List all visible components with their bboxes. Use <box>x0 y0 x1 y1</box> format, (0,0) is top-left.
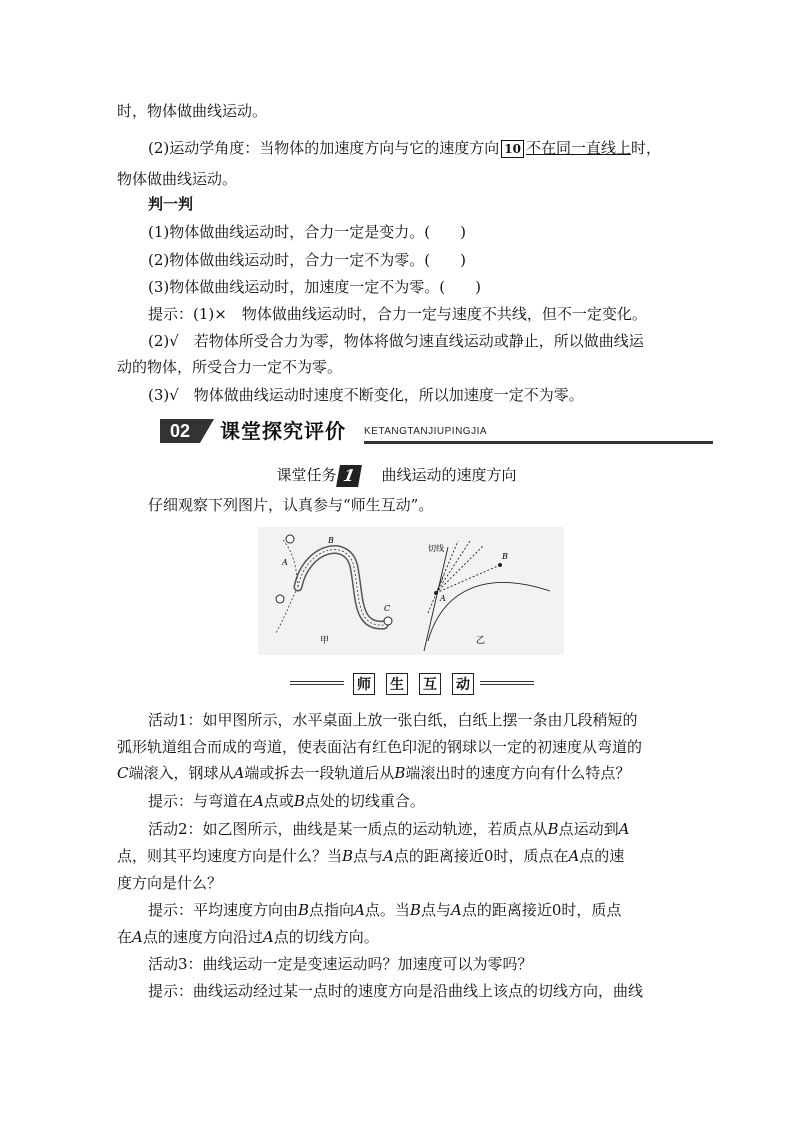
banner-slash <box>200 419 214 443</box>
header-char: 互 <box>419 673 441 695</box>
activity-line: 度方向是什么？ <box>117 874 223 892</box>
decor-rule <box>480 681 534 685</box>
section-subtitle: KETANGTANJIUPINGJIA <box>364 426 488 437</box>
task-heading: 课堂任务 1 曲线运动的速度方向 <box>276 466 517 485</box>
header-char: 师 <box>353 673 375 695</box>
teacher-student-interaction-header <box>290 673 530 699</box>
header-char: 生 <box>386 673 408 695</box>
figure-label-A-left: A <box>282 558 288 567</box>
figure-curves <box>258 527 564 655</box>
decor-rule <box>290 681 344 685</box>
activity-line: 活动1：如甲图所示，水平桌面上放一张白纸，白纸上摆一条由几段稍短的 <box>148 711 638 729</box>
judge-heading: 判一判 <box>148 195 194 213</box>
hint-line: 在A点的速度方向沿过A点的切线方向。 <box>117 928 379 946</box>
activity-line: C端滚入，钢球从A端或拆去一段轨道后从B端滚出时的速度方向有什么特点？ <box>117 764 631 782</box>
figure-label-yi: 乙 <box>476 636 486 646</box>
section-number: 02 <box>160 419 200 443</box>
figure-label-C: C <box>384 604 391 613</box>
answer-number-box: 10 <box>501 140 524 158</box>
hint-line: (3)√ 物体做曲线运动时速度不断变化，所以加速度一定不为零。 <box>148 386 584 404</box>
judge-question: (2)物体做曲线运动时，合力一定不为零。( ) <box>148 251 466 269</box>
hint-line: 提示：与弯道在A点或B点处的切线重合。 <box>148 792 425 810</box>
task-number-badge: 1 <box>337 465 363 487</box>
activity-line: 点，则其平均速度方向是什么？当B点与A点的距离接近0时，质点在A点的速 <box>117 847 625 865</box>
text-line: 时，物体做曲线运动。 <box>117 102 268 120</box>
answer-underline: 不在同一直线上 <box>525 139 631 157</box>
judge-question: (3)物体做曲线运动时，加速度一定不为零。( ) <box>148 278 481 296</box>
banner-rule <box>364 441 713 444</box>
figure-label-B-right: B <box>502 552 508 561</box>
activity-line: 活动3：曲线运动一定是变速运动吗？加速度可以为零吗？ <box>148 955 533 973</box>
judge-question: (1)物体做曲线运动时，合力一定是变力。( ) <box>148 223 466 241</box>
figure-label-B-left: B <box>328 536 334 545</box>
hint-line: 提示：平均速度方向由B点指向A点。当B点与A点的距离接近0时，质点 <box>148 901 622 919</box>
hint-line: 提示：(1)× 物体做曲线运动时，合力一定与速度不共线，但不一定变化。 <box>148 305 647 323</box>
figure-label-tangent: 切线 <box>428 544 444 553</box>
figure-label-jia: 甲 <box>320 636 330 646</box>
text-line: 物体做曲线运动。 <box>117 170 238 188</box>
figure-label-A-right: A <box>440 594 446 603</box>
text-line: 仔细观察下列图片，认真参与“师生互动”。 <box>148 496 434 514</box>
section-title: 课堂探究评价 <box>220 419 346 443</box>
hint-line: (2)√ 若物体所受合力为零，物体将做匀速直线运动或静止，所以做曲线运 <box>148 332 644 350</box>
section-banner <box>160 417 713 445</box>
activity-line: 弧形轨道组合而成的弯道，使表面沾有红色印泥的钢球以一定的初速度从弯道的 <box>117 738 643 756</box>
figure-svg <box>258 527 564 655</box>
hint-line: 提示：曲线运动经过某一点时的速度方向是沿曲线上该点的切线方向，曲线 <box>148 982 644 1000</box>
activity-line: 活动2：如乙图所示，曲线是某一质点的运动轨迹，若质点从B点运动到A <box>148 820 630 838</box>
hint-line: 动的物体，所受合力一定不为零。 <box>117 358 343 376</box>
text-line: (2)运动学角度：当物体的加速度方向与它的速度方向 10 不在同一直线上时， <box>148 139 661 157</box>
header-char: 动 <box>452 673 474 695</box>
